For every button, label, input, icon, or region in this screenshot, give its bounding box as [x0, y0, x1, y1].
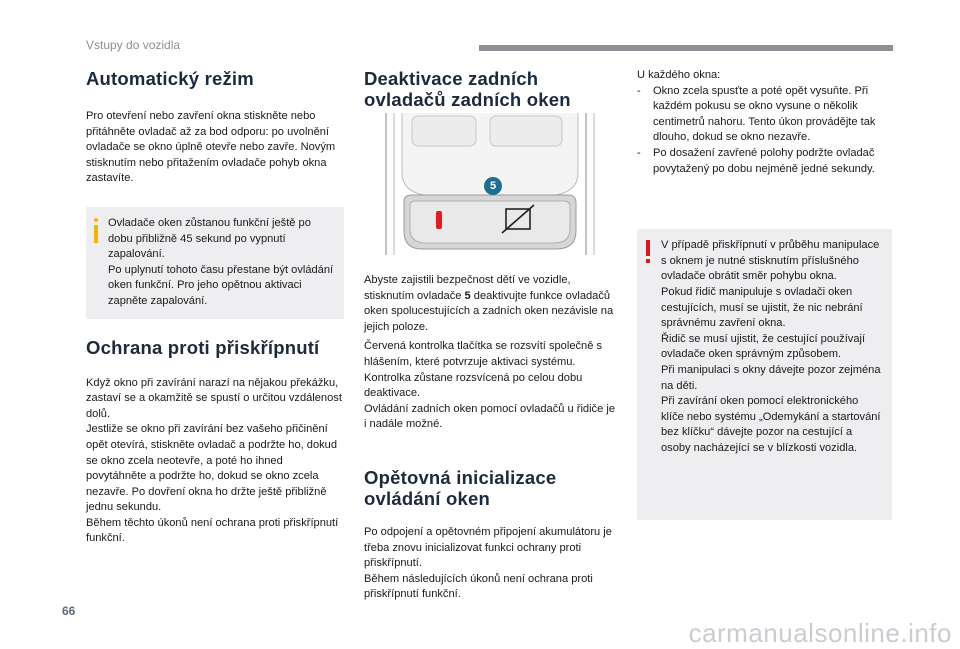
warning-text: Řidič se musí ujistit, že cestující používají ovladače oken správným způsobem.: [661, 332, 866, 361]
info-text: Po uplynutí tohoto času přestane být ovládání oken funkční. Pro jeho opětnou aktivaci zapněte zapalování.: [108, 263, 334, 307]
warning-text: Při zavírání oken pomocí elektronického klíče nebo systému „Odemykání a startování bez klíčku“ dávejte pozor na cestující a osoby nacházející se v blízkosti vozidla.: [661, 395, 881, 454]
heading-reinitialization: Opětovná inicializace ovládání oken: [364, 466, 557, 509]
paragraph: Když okno při zavírání narazí na nějakou překážku, zastaví se a okamžitě se spustí o určitou vzdálenost dolů.: [86, 376, 342, 420]
watermark: carmanualsonline.info: [688, 618, 952, 648]
header-bar: [479, 45, 893, 51]
info-text: Ovladače oken zůstanou funkční ještě po dobu přibližně 45 sekund po vypnutí zapalování.: [108, 216, 311, 261]
info-icon: [94, 218, 98, 244]
paragraph: Ovládání zadních oken pomocí ovladačů u řidiče je i nadále možné.: [364, 402, 615, 431]
warning-text: Pokud řidič manipuluje s ovladači oken cestujících, musí se ujistit, že nic nebrání správnému zavření okna.: [661, 285, 863, 330]
paragraph: Červená kontrolka tlačítka se rozsvítí společně s hlášením, které potvrzuje aktivaci systému. Kontrolka zůstane rozsvícená po celou dobu deaktivace.: [364, 340, 603, 400]
paragraph: Jestliže se okno při zavírání bez vašeho přičinění opět otevírá, stiskněte ovladač a podržte ho, dokud se okno zcela neotevře, a poté ho ihned povytáhněte a podržte ho, dokud se okno zcela nezavře. Po dovření okna ho držte ještě přibližně jednu sekundu.: [86, 423, 338, 514]
heading-automatic-mode: Automatický režim: [86, 68, 254, 89]
heading-deactivation: Deaktivace zadních ovladačů zadních oken: [364, 68, 571, 110]
column-right: [637, 68, 892, 520]
section-header: Vstupy do vozidla: [86, 38, 181, 52]
info-box: [86, 207, 344, 319]
switch-illustration: [364, 113, 616, 263]
paragraph: Abyste zajistili bezpečnost dětí ve vozidle, stisknutím ovladače 5 deaktivujte funkce ovladačů oken spolucestujících a zadních oken nezávisle na jejich poloze.: [364, 274, 614, 333]
paragraph: Během těchto úkonů není ochrana proti přiskřípnutí funkční.: [86, 516, 339, 545]
column-middle: [364, 68, 616, 603]
warning-lamp: [436, 211, 442, 229]
callout-5-badge: 5: [484, 177, 502, 195]
column-left: [86, 68, 344, 547]
list-item: - Okno zcela spusťte a poté opět vysuňte. Při každém pokusu se okno vysune o několik centimetrů nahoru. Tento úkon provádějte tak dlouho, dokud se okno nezavře.: [637, 84, 876, 144]
warning-text: Při manipulaci s okny dávejte pozor zejména na děti.: [661, 363, 881, 392]
list-item: - Po dosažení zavřené polohy podržte ovladač povytažený po dobu nejméně jedné sekundy.: [637, 146, 875, 175]
warning-icon: [645, 240, 650, 263]
paragraph: Během následujících úkonů není ochrana proti přiskřípnutí funkční.: [364, 572, 593, 601]
paragraph: Pro otevření nebo zavření okna stiskněte nebo přitáhněte ovladač až za bod odporu: po uvolnění ovladače se okno úplně otevře nebo zavře. Novým stisknutím nebo přitažením ovladače pohyb okna zastavíte.: [86, 110, 336, 185]
warning-box: [637, 229, 892, 520]
page-number: 66: [62, 604, 76, 618]
paragraph: Po odpojení a opětovném připojení akumulátoru je třeba znovu inicializovat funkci ochrany proti přiskřípnutí.: [364, 525, 612, 570]
warning-text: V případě přiskřípnutí v průběhu manipulace s oknem je nutné stisknutím příslušného ovladače obrátit směr pohybu okna.: [661, 239, 880, 283]
heading-anti-pinch: Ochrana proti přiskřípnutí: [86, 336, 320, 358]
list-intro: U každého okna:: [637, 69, 721, 81]
